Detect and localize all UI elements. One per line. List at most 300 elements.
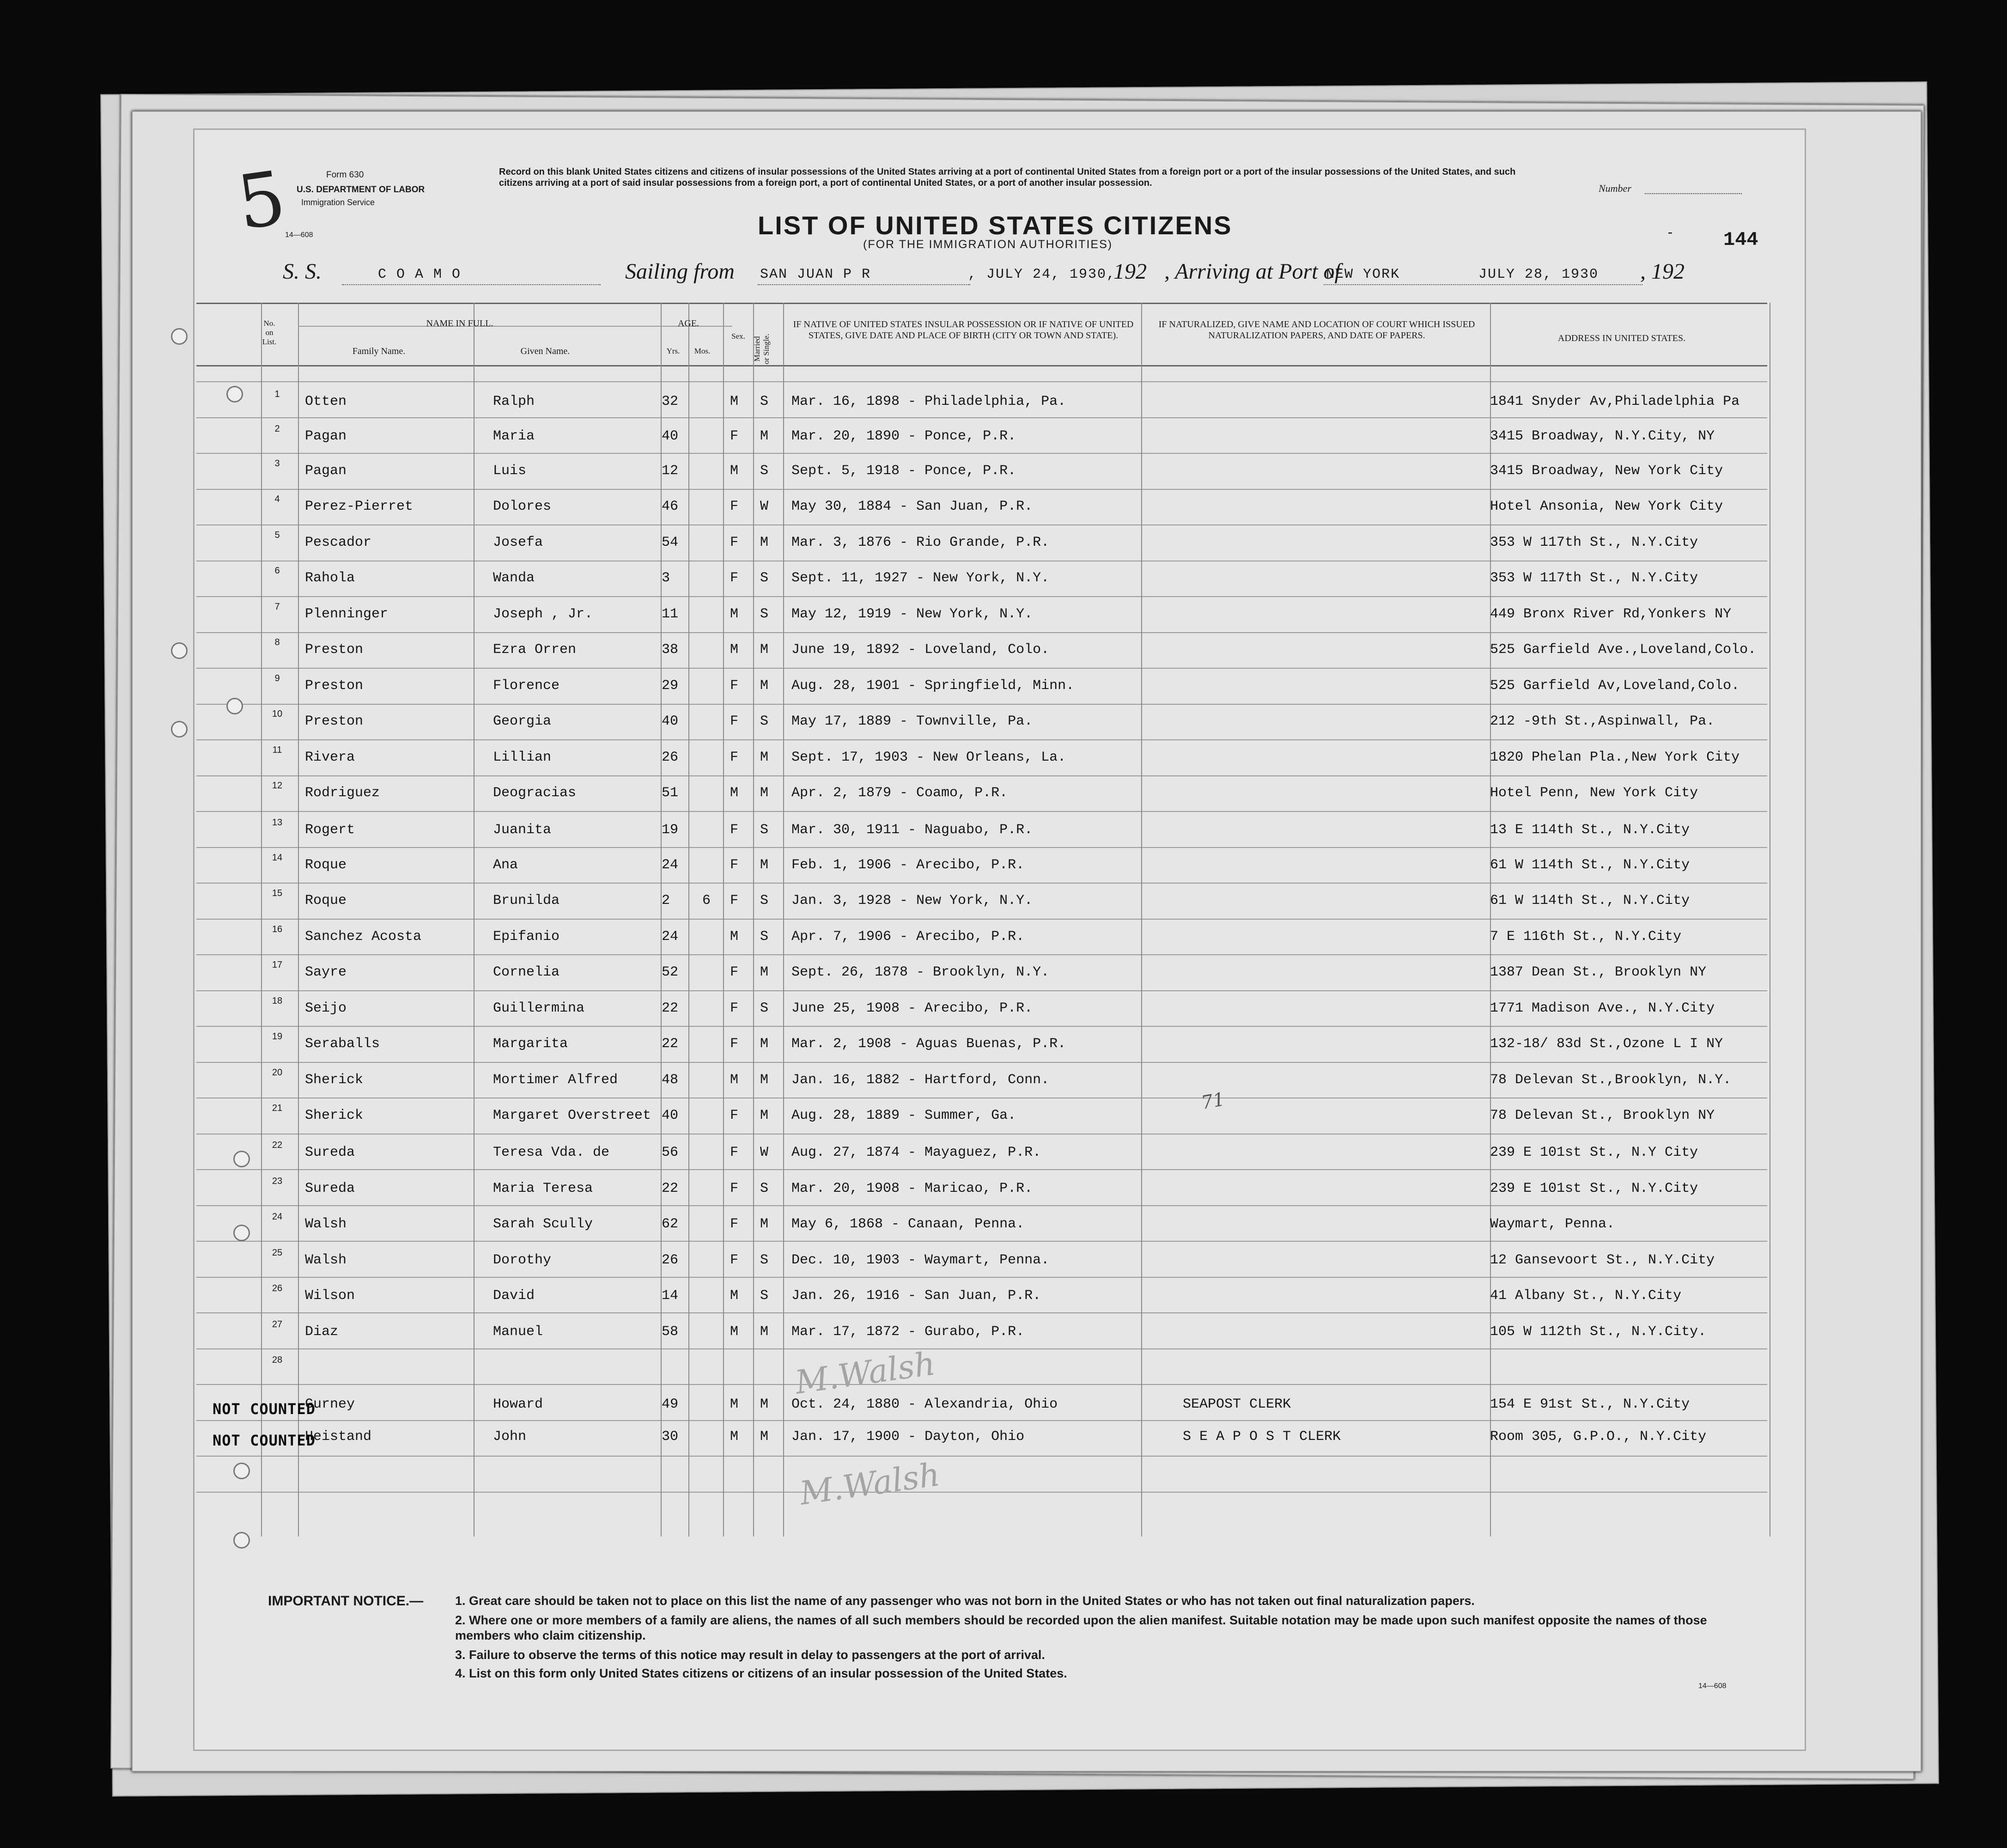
cell-yrs: 51 bbox=[662, 785, 679, 801]
cell-ms: M bbox=[760, 1429, 769, 1445]
cell-ms: S bbox=[760, 570, 769, 586]
row-number: 6 bbox=[274, 566, 280, 576]
cell-sex: F bbox=[730, 714, 739, 729]
cell-given: Maria bbox=[493, 428, 535, 444]
cell-birth: Jan. 16, 1882 - Hartford, Conn. bbox=[791, 1072, 1050, 1088]
cell-ms: S bbox=[760, 463, 769, 479]
cell-sex: F bbox=[730, 1252, 739, 1268]
header-given-name: Given Name. bbox=[520, 346, 570, 356]
cell-yrs: 19 bbox=[662, 822, 679, 838]
header-family-name: Family Name. bbox=[352, 346, 406, 356]
notice-item-4: 4. List on this form only United States citizens or citizens of an insular possession of the United States. bbox=[455, 1666, 1067, 1680]
cell-yrs: 22 bbox=[662, 1181, 679, 1196]
cell-ms: S bbox=[760, 893, 769, 909]
row-number: 13 bbox=[272, 817, 283, 828]
cell-sex: F bbox=[730, 857, 739, 873]
cell-sex: F bbox=[730, 1216, 739, 1232]
cell-yrs: 24 bbox=[662, 857, 679, 873]
punch-hole bbox=[226, 698, 243, 714]
table-rule bbox=[196, 811, 1767, 812]
footer-code: 14—608 bbox=[1698, 1682, 1727, 1690]
cell-ms: W bbox=[760, 1145, 769, 1160]
cell-sex: F bbox=[730, 678, 739, 694]
cell-yrs: 11 bbox=[662, 606, 679, 622]
table-column-rule bbox=[261, 303, 262, 1537]
cell-birth: Dec. 10, 1903 - Waymart, Penna. bbox=[791, 1252, 1050, 1268]
form-code: 14—608 bbox=[285, 231, 313, 239]
table-rule bbox=[196, 847, 1767, 848]
table-column-rule bbox=[783, 303, 784, 1537]
cell-birth: Sept. 5, 1918 - Ponce, P.R. bbox=[791, 463, 1016, 479]
cell-address: 353 W 117th St., N.Y.City bbox=[1490, 535, 1698, 550]
table-rule bbox=[196, 365, 1767, 366]
cell-given: Guillermina bbox=[493, 1000, 585, 1016]
cell-given: Luis bbox=[493, 463, 527, 479]
arriving-label: , Arriving at Port of bbox=[1164, 259, 1341, 284]
cell-ms: M bbox=[760, 857, 769, 873]
cell-given: Dolores bbox=[493, 499, 552, 514]
table-rule bbox=[196, 1348, 1767, 1349]
cell-sex: M bbox=[730, 1397, 739, 1412]
cell-sex: F bbox=[730, 964, 739, 980]
cell-sex: M bbox=[730, 1324, 739, 1340]
cell-given: Florence bbox=[493, 678, 560, 694]
cell-yrs: 40 bbox=[662, 1108, 679, 1123]
cell-yrs: 54 bbox=[662, 535, 679, 550]
cell-ms: M bbox=[760, 964, 769, 980]
cell-address: 239 E 101st St., N.Y City bbox=[1490, 1145, 1698, 1160]
cell-birth: May 6, 1868 - Canaan, Penna. bbox=[791, 1216, 1025, 1232]
handwritten-mark: 5 bbox=[232, 154, 291, 247]
cell-birth: Sept. 26, 1878 - Brooklyn, N.Y. bbox=[791, 964, 1050, 980]
cell-address: 525 Garfield Ave.,Loveland,Colo. bbox=[1490, 642, 1757, 658]
department-name: U.S. DEPARTMENT OF LABOR bbox=[297, 185, 425, 195]
row-number: 9 bbox=[274, 673, 280, 683]
cell-birth: Mar. 30, 1911 - Naguabo, P.R. bbox=[791, 822, 1033, 838]
cell-given: Ana bbox=[493, 857, 518, 873]
cell-sex: F bbox=[730, 822, 739, 838]
cell-given: Dorothy bbox=[493, 1252, 552, 1268]
cell-family: Heistand bbox=[305, 1429, 372, 1445]
table-rule bbox=[196, 1420, 1767, 1421]
punch-hole bbox=[233, 1532, 250, 1549]
cell-given: Ezra Orren bbox=[493, 642, 577, 658]
header-age: AGE. bbox=[677, 318, 699, 329]
table-rule bbox=[196, 1169, 1767, 1170]
cell-ms: S bbox=[760, 714, 769, 729]
cell-address: 449 Bronx River Rd,Yonkers NY bbox=[1490, 606, 1732, 622]
row-number: 28 bbox=[272, 1355, 283, 1365]
table-column-rule bbox=[753, 303, 754, 1537]
cell-mos: 6 bbox=[702, 893, 711, 909]
table-rule bbox=[196, 919, 1767, 920]
table-column-rule bbox=[723, 303, 724, 1537]
row-number: 3 bbox=[274, 458, 280, 469]
cell-yrs: 32 bbox=[662, 394, 679, 409]
cell-address: 41 Albany St., N.Y.City bbox=[1490, 1288, 1682, 1304]
row-number: 25 bbox=[272, 1248, 283, 1258]
cell-yrs: 26 bbox=[662, 750, 679, 765]
row-number: 27 bbox=[272, 1319, 283, 1330]
cell-given: John bbox=[493, 1429, 527, 1445]
cell-family: Sureda bbox=[305, 1181, 355, 1196]
cell-address: Hotel Penn, New York City bbox=[1490, 785, 1698, 801]
cell-sex: F bbox=[730, 499, 739, 514]
notice-item-2: 2. Where one or more members of a family are aliens, the names of all such members should be recorded upon the alien manifest. Suitable notation may be made upon such manifest opposite the names of those members who claim citizenship. bbox=[455, 1613, 1707, 1642]
ss-label: S. S. bbox=[283, 259, 322, 284]
arrival-line bbox=[1324, 284, 1642, 285]
cell-yrs: 56 bbox=[662, 1145, 679, 1160]
cell-yrs: 29 bbox=[662, 678, 679, 694]
cell-yrs: 30 bbox=[662, 1429, 679, 1445]
cell-address: Waymart, Penna. bbox=[1490, 1216, 1615, 1232]
cell-ms: S bbox=[760, 822, 769, 838]
cell-given: Sarah Scully bbox=[493, 1216, 593, 1232]
cell-ms: M bbox=[760, 1324, 769, 1340]
row-number: 24 bbox=[272, 1212, 283, 1222]
cell-sex: M bbox=[730, 463, 739, 479]
cell-birth: Aug. 28, 1901 - Springfield, Minn. bbox=[791, 678, 1075, 694]
cell-address: Room 305, G.P.O., N.Y.City bbox=[1490, 1429, 1707, 1445]
cell-family: Rivera bbox=[305, 750, 355, 765]
header-married-single: Married or Single. bbox=[753, 333, 771, 365]
ship-name: C O A M O bbox=[378, 267, 462, 282]
arrival-port: NEW YORK bbox=[1326, 267, 1400, 282]
cell-yrs: 14 bbox=[662, 1288, 679, 1304]
cell-family: Gurney bbox=[305, 1397, 355, 1412]
cell-birth: Apr. 2, 1879 - Coamo, P.R. bbox=[791, 785, 1008, 801]
cell-sex: F bbox=[730, 1181, 739, 1196]
cell-naturalized: SEAPOST CLERK bbox=[1183, 1397, 1291, 1412]
table-rule bbox=[196, 1241, 1767, 1242]
cell-address: 78 Delevan St.,Brooklyn, N.Y. bbox=[1490, 1072, 1732, 1088]
row-number: 19 bbox=[272, 1031, 283, 1042]
header-address: ADDRESS IN UNITED STATES. bbox=[1557, 333, 1686, 343]
sailing-from: SAN JUAN P R bbox=[760, 267, 871, 282]
cell-family: Roque bbox=[305, 893, 347, 909]
cell-ms: M bbox=[760, 535, 769, 550]
table-column-rule bbox=[1141, 303, 1142, 1537]
cell-address: 132-18/ 83d St.,Ozone L I NY bbox=[1490, 1036, 1723, 1052]
cell-family: Sherick bbox=[305, 1108, 364, 1123]
cell-birth: Jan. 3, 1928 - New York, N.Y. bbox=[791, 893, 1033, 909]
cell-sex: M bbox=[730, 1288, 739, 1304]
cell-given: Ralph bbox=[493, 394, 535, 409]
cell-birth: Sept. 11, 1927 - New York, N.Y. bbox=[791, 570, 1050, 586]
cell-family: Rogert bbox=[305, 822, 355, 838]
cell-birth: Mar. 17, 1872 - Gurabo, P.R. bbox=[791, 1324, 1025, 1340]
cell-yrs: 12 bbox=[662, 463, 679, 479]
cell-yrs: 46 bbox=[662, 499, 679, 514]
cell-sex: M bbox=[730, 929, 739, 945]
cell-address: 154 E 91st St., N.Y.City bbox=[1490, 1397, 1690, 1412]
cell-sex: F bbox=[730, 535, 739, 550]
cell-birth: Mar. 16, 1898 - Philadelphia, Pa. bbox=[791, 394, 1066, 409]
row-number: 12 bbox=[272, 781, 283, 791]
cell-yrs: 26 bbox=[662, 1252, 679, 1268]
signature-2: M.Walsh bbox=[797, 1455, 943, 1513]
header-mos: Mos. bbox=[694, 347, 711, 355]
cell-family: Plenninger bbox=[305, 606, 389, 622]
cell-given: Manuel bbox=[493, 1324, 543, 1340]
cell-yrs: 58 bbox=[662, 1324, 679, 1340]
row-number: 17 bbox=[272, 960, 283, 970]
cell-birth: Mar. 3, 1876 - Rio Grande, P.R. bbox=[791, 535, 1050, 550]
cell-address: 3415 Broadway, New York City bbox=[1490, 463, 1723, 479]
cell-address: 525 Garfield Av,Loveland,Colo. bbox=[1490, 678, 1740, 694]
cell-given: Mortimer Alfred bbox=[493, 1072, 618, 1088]
header-no-on-list: No. on List. bbox=[262, 319, 277, 346]
row-number: 8 bbox=[274, 637, 280, 647]
header-yrs: Yrs. bbox=[666, 347, 680, 355]
cell-family: Wilson bbox=[305, 1288, 355, 1304]
cell-given: David bbox=[493, 1288, 535, 1304]
cell-birth: Mar. 2, 1908 - Aguas Buenas, P.R. bbox=[791, 1036, 1066, 1052]
table-rule bbox=[196, 775, 1767, 776]
cell-address: 212 -9th St.,Aspinwall, Pa. bbox=[1490, 714, 1715, 729]
cell-yrs: 40 bbox=[662, 428, 679, 444]
cell-address: 61 W 114th St., N.Y.City bbox=[1490, 857, 1690, 873]
table-rule bbox=[196, 954, 1767, 955]
table-rule bbox=[196, 1277, 1767, 1278]
table-rule bbox=[196, 1492, 1767, 1493]
year-suffix-2: , 192 bbox=[1640, 259, 1685, 284]
table-rule bbox=[196, 739, 1767, 740]
table-rule bbox=[196, 632, 1767, 633]
signature-1: M.Walsh bbox=[792, 1344, 938, 1402]
cell-birth: May 17, 1889 - Townville, Pa. bbox=[791, 714, 1033, 729]
punch-hole bbox=[171, 642, 188, 659]
cell-yrs: 3 bbox=[662, 570, 670, 586]
table-rule bbox=[196, 1062, 1767, 1063]
header-name-in-full: NAME IN FULL. bbox=[426, 318, 493, 329]
cell-ms: M bbox=[760, 1072, 769, 1088]
cell-birth: Apr. 7, 1906 - Arecibo, P.R. bbox=[791, 929, 1025, 945]
cell-ms: M bbox=[760, 1036, 769, 1052]
cell-birth: Oct. 24, 1880 - Alexandria, Ohio bbox=[791, 1397, 1058, 1412]
table-rule bbox=[196, 489, 1767, 490]
punch-hole bbox=[233, 1151, 250, 1167]
table-rule bbox=[196, 883, 1767, 884]
cell-family: Rodriguez bbox=[305, 785, 380, 801]
cell-ms: M bbox=[760, 1216, 769, 1232]
cell-ms: S bbox=[760, 1000, 769, 1016]
notice-item-1: 1. Great care should be taken not to place on this list the name of any passenger who was not born in the United States or who has not taken out final naturalization papers. bbox=[455, 1594, 1475, 1608]
cell-family: Perez-Pierret bbox=[305, 499, 414, 514]
cell-family: Otten bbox=[305, 394, 347, 409]
cell-sex: F bbox=[730, 428, 739, 444]
table-rule bbox=[196, 1205, 1767, 1206]
cell-address: Hotel Ansonia, New York City bbox=[1490, 499, 1723, 514]
punch-hole bbox=[233, 1463, 250, 1479]
cell-given: Brunilda bbox=[493, 893, 560, 909]
cell-birth: May 30, 1884 - San Juan, P.R. bbox=[791, 499, 1033, 514]
row-number: 20 bbox=[272, 1067, 283, 1078]
cell-given: Wanda bbox=[493, 570, 535, 586]
cell-sex: M bbox=[730, 785, 739, 801]
margin-mark: 71 bbox=[1199, 1088, 1227, 1114]
cell-sex: F bbox=[730, 1145, 739, 1160]
table-column-rule bbox=[1490, 303, 1491, 1537]
header-sex: Sex. bbox=[731, 332, 745, 341]
cell-yrs: 2 bbox=[662, 893, 670, 909]
punch-hole bbox=[233, 1225, 250, 1241]
cell-given: Georgia bbox=[493, 714, 552, 729]
table-column-rule bbox=[661, 303, 662, 1537]
cell-ms: S bbox=[760, 1181, 769, 1196]
table-rule bbox=[196, 453, 1767, 454]
ship-line bbox=[342, 284, 601, 285]
table-rule bbox=[196, 990, 1767, 991]
table-rule bbox=[196, 1456, 1767, 1457]
cell-address: 78 Delevan St., Brooklyn NY bbox=[1490, 1108, 1715, 1123]
cell-ms: M bbox=[760, 1397, 769, 1412]
table-column-rule bbox=[688, 303, 689, 1537]
cell-address: 1771 Madison Ave., N.Y.City bbox=[1490, 1000, 1715, 1016]
row-number: 7 bbox=[274, 602, 280, 612]
cell-sex: F bbox=[730, 750, 739, 765]
notice-item-3: 3. Failure to observe the terms of this notice may result in delay to passengers at the port of arrival. bbox=[455, 1648, 1045, 1662]
cell-family: Sanchez Acosta bbox=[305, 929, 422, 945]
row-number: 5 bbox=[274, 530, 280, 540]
table-rule bbox=[196, 596, 1767, 597]
row-number: 1 bbox=[274, 389, 280, 399]
arrival-date: JULY 28, 1930 bbox=[1478, 267, 1599, 282]
not-counted-stamp: NOT COUNTED bbox=[213, 1432, 316, 1449]
cell-address: 7 E 116th St., N.Y.City bbox=[1490, 929, 1682, 945]
cell-address: 1841 Snyder Av,Philadelphia Pa bbox=[1490, 394, 1740, 409]
cell-family: Pescador bbox=[305, 535, 372, 550]
cell-ms: S bbox=[760, 606, 769, 622]
cell-given: Howard bbox=[493, 1397, 543, 1412]
cell-given: Epifanio bbox=[493, 929, 560, 945]
page-title: LIST OF UNITED STATES CITIZENS bbox=[758, 211, 1233, 240]
cell-yrs: 22 bbox=[662, 1036, 679, 1052]
cell-yrs: 62 bbox=[662, 1216, 679, 1232]
sailing-date: , JULY 24, 1930, bbox=[968, 267, 1116, 282]
cell-family: Preston bbox=[305, 642, 364, 658]
cell-sex: F bbox=[730, 1000, 739, 1016]
table-rule bbox=[196, 1026, 1767, 1027]
cell-birth: Aug. 27, 1874 - Mayaguez, P.R. bbox=[791, 1145, 1041, 1160]
cell-birth: Sept. 17, 1903 - New Orleans, La. bbox=[791, 750, 1066, 765]
cell-given: Margaret Overstreet bbox=[493, 1108, 651, 1123]
table-rule bbox=[196, 303, 1767, 304]
not-counted-stamp: NOT COUNTED bbox=[213, 1400, 316, 1418]
sheet-number: 144 bbox=[1723, 229, 1758, 251]
cell-birth: Aug. 28, 1889 - Summer, Ga. bbox=[791, 1108, 1016, 1123]
cell-given: Cornelia bbox=[493, 964, 560, 980]
form-instructions: Record on this blank United States citizens and citizens of insular possessions of the United States arriving at a port of continental United States from a foreign port or a port of the insular possessions of the United States, and such citizens arriving at a port of said insular possessions from a foreign port, a port of continental United States, or a port of another insular possession. bbox=[499, 167, 1516, 188]
cell-birth: Mar. 20, 1908 - Maricao, P.R. bbox=[791, 1181, 1033, 1196]
cell-ms: S bbox=[760, 1288, 769, 1304]
cell-sex: F bbox=[730, 893, 739, 909]
row-number: 11 bbox=[272, 745, 282, 755]
table-rule bbox=[196, 417, 1767, 418]
table-rule bbox=[196, 704, 1767, 705]
cell-family: Pagan bbox=[305, 428, 347, 444]
cell-ms: W bbox=[760, 499, 769, 514]
row-number: 16 bbox=[272, 924, 283, 934]
cell-birth: Jan. 17, 1900 - Dayton, Ohio bbox=[791, 1429, 1025, 1445]
cell-ms: M bbox=[760, 785, 769, 801]
cell-family: Seraballs bbox=[305, 1036, 380, 1052]
cell-family: Rahola bbox=[305, 570, 355, 586]
cell-given: Deogracias bbox=[493, 785, 577, 801]
sailing-label: Sailing from bbox=[625, 259, 735, 284]
cell-sex: F bbox=[730, 570, 739, 586]
cell-family: Preston bbox=[305, 714, 364, 729]
number-label: Number bbox=[1599, 183, 1631, 194]
cell-given: Juanita bbox=[493, 822, 552, 838]
cell-address: 13 E 114th St., N.Y.City bbox=[1490, 822, 1690, 838]
cell-address: 239 E 101st St., N.Y.City bbox=[1490, 1181, 1698, 1196]
cell-yrs: 52 bbox=[662, 964, 679, 980]
row-number: 15 bbox=[272, 888, 283, 898]
table-rule bbox=[196, 1384, 1767, 1385]
cell-sex: M bbox=[730, 394, 739, 409]
cell-family: Sayre bbox=[305, 964, 347, 980]
row-number: 23 bbox=[272, 1176, 283, 1186]
cell-address: 3415 Broadway, N.Y.City, NY bbox=[1490, 428, 1715, 444]
row-number: 2 bbox=[274, 424, 280, 434]
row-number: 22 bbox=[272, 1140, 283, 1150]
table-rule bbox=[196, 381, 1767, 382]
cell-yrs: 49 bbox=[662, 1397, 679, 1412]
form-number: Form 630 bbox=[326, 170, 364, 180]
cell-family: Walsh bbox=[305, 1216, 347, 1232]
cell-address: 1820 Phelan Pla.,New York City bbox=[1490, 750, 1740, 765]
cell-birth: June 19, 1892 - Loveland, Colo. bbox=[791, 642, 1050, 658]
cell-ms: S bbox=[760, 929, 769, 945]
row-number: 14 bbox=[272, 853, 283, 863]
punch-hole bbox=[171, 328, 188, 345]
cell-family: Sherick bbox=[305, 1072, 364, 1088]
page-subtitle: (FOR THE IMMIGRATION AUTHORITIES) bbox=[863, 238, 1113, 251]
cell-given: Joseph , Jr. bbox=[493, 606, 593, 622]
cell-address: 61 W 114th St., N.Y.City bbox=[1490, 893, 1690, 909]
cell-sex: M bbox=[730, 642, 739, 658]
cell-ms: M bbox=[760, 428, 769, 444]
cell-given: Margarita bbox=[493, 1036, 568, 1052]
cell-birth: Jan. 26, 1916 - San Juan, P.R. bbox=[791, 1288, 1041, 1304]
number-field bbox=[1645, 193, 1742, 194]
cell-yrs: 38 bbox=[662, 642, 679, 658]
cell-given: Josefa bbox=[493, 535, 543, 550]
header-naturalized-info: IF NATURALIZED, GIVE NAME AND LOCATION OF COURT WHICH ISSUED NATURALIZATION PAPERS, AND DATE OF PAPERS. bbox=[1158, 319, 1475, 341]
punch-hole bbox=[171, 721, 188, 738]
cell-yrs: 48 bbox=[662, 1072, 679, 1088]
row-number: 26 bbox=[272, 1283, 283, 1293]
service-name: Immigration Service bbox=[301, 198, 375, 207]
cell-sex: M bbox=[730, 1429, 739, 1445]
cell-family: Sureda bbox=[305, 1145, 355, 1160]
cell-ms: M bbox=[760, 1108, 769, 1123]
cell-sex: M bbox=[730, 606, 739, 622]
cell-birth: Mar. 20, 1890 - Ponce, P.R. bbox=[791, 428, 1016, 444]
cell-family: Roque bbox=[305, 857, 347, 873]
cell-naturalized: S E A P O S T CLERK bbox=[1183, 1429, 1341, 1445]
cell-ms: M bbox=[760, 678, 769, 694]
cell-sex: F bbox=[730, 1036, 739, 1052]
row-number: 10 bbox=[272, 709, 283, 719]
row-number: 4 bbox=[274, 494, 280, 504]
notice-heading: IMPORTANT NOTICE.— bbox=[268, 1593, 424, 1609]
cell-family: Pagan bbox=[305, 463, 347, 479]
row-number: 18 bbox=[272, 996, 283, 1006]
cell-ms: M bbox=[760, 750, 769, 765]
cell-given: Teresa Vda. de bbox=[493, 1145, 610, 1160]
